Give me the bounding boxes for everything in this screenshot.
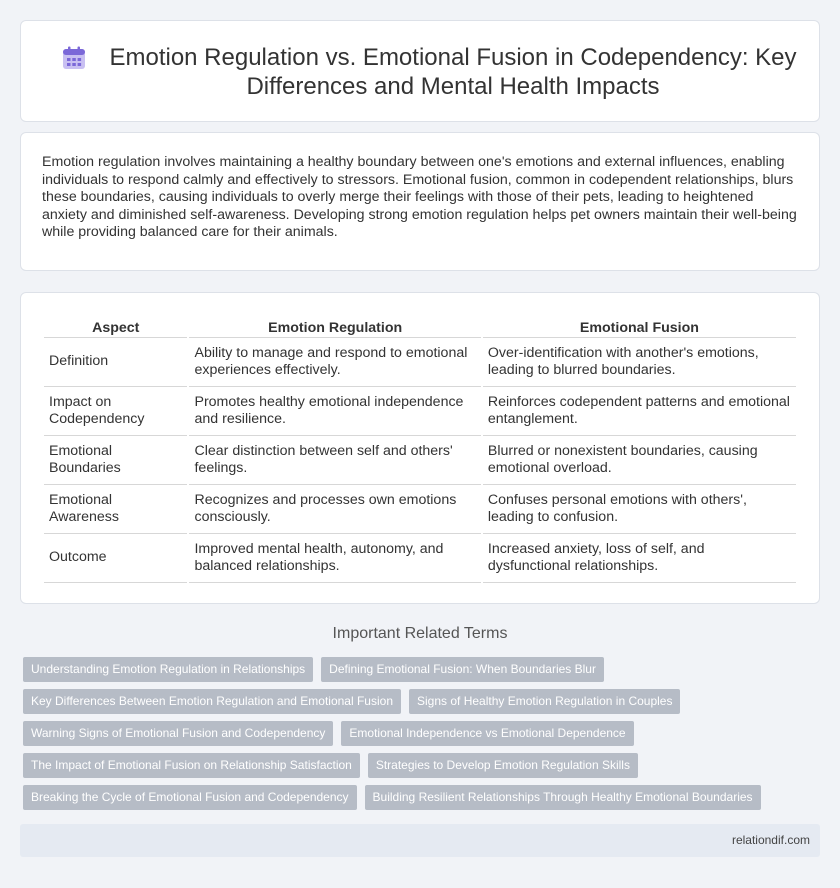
comparison-card <box>20 292 820 604</box>
table-cell-aspect: Emotional Awareness <box>44 485 187 534</box>
table-cell-aspect: Definition <box>44 338 187 387</box>
tag-row <box>23 657 813 689</box>
related-term-tag[interactable]: The Impact of Emotional Fusion on Relationship Satisfaction <box>23 753 360 778</box>
table-cell-fusion: Over-identification with another's emotions, leading to blurred boundaries. <box>483 338 796 387</box>
table-row <box>44 485 796 534</box>
related-terms-heading: Important Related Terms <box>332 625 508 642</box>
header-card <box>20 20 820 122</box>
table-cell-fusion: Increased anxiety, loss of self, and dysfunctional relationships. <box>483 534 796 583</box>
comparison-table <box>42 317 798 583</box>
intro-card <box>20 132 820 271</box>
page-title: Emotion Regulation vs. Emotional Fusion in Codependency: Key Differences and Mental Health Impacts <box>109 44 797 100</box>
title-row <box>61 43 799 101</box>
table-cell-regulation: Promotes healthy emotional independence and resilience. <box>189 387 480 436</box>
table-header-row <box>44 317 796 338</box>
table-cell-regulation: Ability to manage and respond to emotional experiences effectively. <box>189 338 480 387</box>
related-term-tag[interactable]: Signs of Healthy Emotion Regulation in Couples <box>409 689 680 714</box>
related-term-tag[interactable]: Strategies to Develop Emotion Regulation Skills <box>368 753 638 778</box>
related-term-tag[interactable]: Understanding Emotion Regulation in Relationships <box>23 657 313 682</box>
related-term-tag[interactable]: Emotional Independence vs Emotional Dependence <box>341 721 633 746</box>
table-cell-aspect: Outcome <box>44 534 187 583</box>
table-row <box>44 338 796 387</box>
table-cell-regulation: Recognizes and processes own emotions consciously. <box>189 485 480 534</box>
table-row <box>44 534 796 583</box>
tag-row <box>23 721 813 753</box>
table-cell-regulation: Improved mental health, autonomy, and balanced relationships. <box>189 534 480 583</box>
related-terms-list <box>23 657 813 817</box>
table-cell-fusion: Blurred or nonexistent boundaries, causing emotional overload. <box>483 436 796 485</box>
related-term-tag[interactable]: Warning Signs of Emotional Fusion and Codependency <box>23 721 333 746</box>
table-cell-fusion: Confuses personal emotions with others', leading to confusion. <box>483 485 796 534</box>
related-term-tag[interactable]: Breaking the Cycle of Emotional Fusion and Codependency <box>23 785 357 810</box>
table-cell-regulation: Clear distinction between self and others' feelings. <box>189 436 480 485</box>
column-header-emotion-regulation: Emotion Regulation <box>189 317 480 338</box>
table-cell-fusion: Reinforces codependent patterns and emotional entanglement. <box>483 387 796 436</box>
footer <box>20 824 820 857</box>
column-header-aspect: Aspect <box>44 317 187 338</box>
table-row <box>44 436 796 485</box>
table-cell-aspect: Emotional Boundaries <box>44 436 187 485</box>
related-term-tag[interactable]: Key Differences Between Emotion Regulation and Emotional Fusion <box>23 689 401 714</box>
tag-row <box>23 753 813 785</box>
calendar-icon <box>61 45 87 71</box>
intro-paragraph: Emotion regulation involves maintaining a healthy boundary between one's emotions and external influences, enabling individuals to respond calmly and effectively to stressors. Emotional fusion, common in codependent relationships, blurs these boundaries, causing individuals to overly merge their feelings with those of their pets, leading to heightened anxiety and diminished self-awareness. Developing strong emotion regulation helps pet owners maintain their well-being while providing balanced care for their animals. <box>42 154 797 241</box>
table-row <box>44 387 796 436</box>
tag-row <box>23 785 813 817</box>
related-term-tag[interactable]: Building Resilient Relationships Through Healthy Emotional Boundaries <box>365 785 761 810</box>
table-cell-aspect: Impact on Codependency <box>44 387 187 436</box>
column-header-emotional-fusion: Emotional Fusion <box>483 317 796 338</box>
footer-site-link[interactable]: relationdif.com <box>731 833 810 847</box>
related-term-tag[interactable]: Defining Emotional Fusion: When Boundaries Blur <box>321 657 604 682</box>
tag-row <box>23 689 813 721</box>
